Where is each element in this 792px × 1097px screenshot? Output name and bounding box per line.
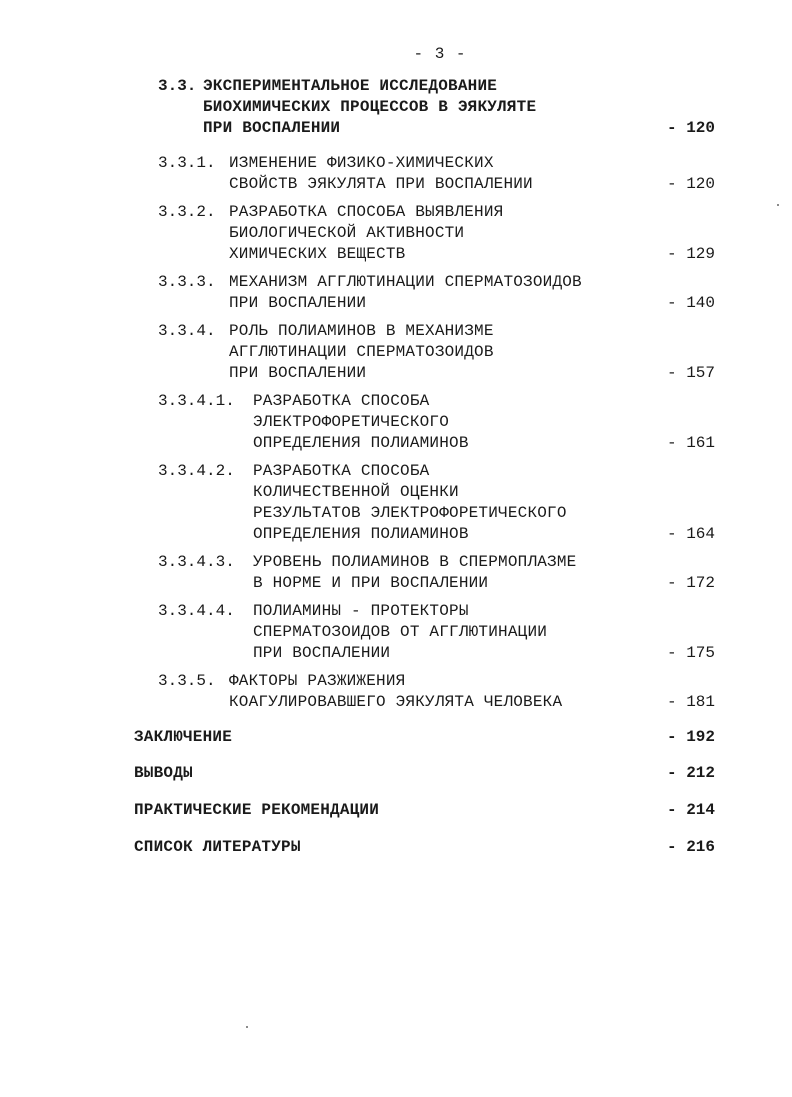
toc-entry-title-line: БИОХИМИЧЕСКИХ ПРОЦЕССОВ В ЭЯКУЛЯТЕ — [203, 98, 537, 116]
toc-entry-title-line: ПОЛИАМИНЫ - ПРОТЕКТОРЫ — [253, 602, 469, 620]
toc-entry-title-line: СПЕРМАТОЗОИДОВ ОТ АГГЛЮТИНАЦИИ — [253, 623, 548, 641]
page-number: - 3 - — [413, 45, 467, 63]
toc-entry-page: - 164 — [666, 525, 715, 543]
toc-entry-number: 3.3.4. — [158, 322, 216, 340]
toc-entry-title-line: ЭКСПЕРИМЕНТАЛЬНОЕ ИССЛЕДОВАНИЕ — [203, 77, 498, 95]
toc-entry-title-line: РОЛЬ ПОЛИАМИНОВ В МЕХАНИЗМЕ — [229, 322, 494, 340]
toc-entry-title-line: ЭЛЕКТРОФОРЕТИЧЕСКОГО — [253, 413, 450, 431]
toc-entry-number: 3.3.5. — [158, 672, 216, 690]
scan-speck — [777, 204, 779, 206]
toc-entry-page: - 181 — [666, 693, 715, 711]
toc-entry-title-line: БИОЛОГИЧЕСКОЙ АКТИВНОСТИ — [229, 224, 465, 242]
toc-entry-title-line: РЕЗУЛЬТАТОВ ЭЛЕКТРОФОРЕТИЧЕСКОГО — [253, 504, 567, 522]
toc-entry-number: 3.3.4.2. — [158, 462, 235, 480]
toc-entry-page: - 120 — [666, 119, 715, 137]
toc-entry-number: 3.3.4.3. — [158, 553, 235, 571]
toc-entry-title-line: РАЗРАБОТКА СПОСОБА — [253, 392, 430, 410]
toc-entry-page: - 120 — [666, 175, 715, 193]
toc-entry-number: 3.3.3. — [158, 273, 216, 291]
toc-entry-title-line: АГГЛЮТИНАЦИИ СПЕРМАТОЗОИДОВ — [229, 343, 494, 361]
toc-entry-page: - 212 — [666, 764, 715, 782]
toc-entry-title-line: ИЗМЕНЕНИЕ ФИЗИКО-ХИМИЧЕСКИХ — [229, 154, 494, 172]
toc-entry-number: 3.3. — [158, 77, 197, 95]
toc-entry-title-line: ХИМИЧЕСКИХ ВЕЩЕСТВ — [229, 245, 406, 263]
toc-entry-title-line: УРОВЕНЬ ПОЛИАМИНОВ В СПЕРМОПЛАЗМЕ — [253, 553, 577, 571]
toc-entry-page: - 175 — [666, 644, 715, 662]
toc-entry-number: 3.3.2. — [158, 203, 216, 221]
toc-entry-title-line: ЗАКЛЮЧЕНИЕ — [134, 728, 233, 746]
toc-entry-title-line: ОПРЕДЕЛЕНИЯ ПОЛИАМИНОВ — [253, 525, 469, 543]
toc-entry-title-line: ОПРЕДЕЛЕНИЯ ПОЛИАМИНОВ — [253, 434, 469, 452]
toc-entry-title-line: КОАГУЛИРОВАВШЕГО ЭЯКУЛЯТА ЧЕЛОВЕКА — [229, 693, 563, 711]
toc-entry-number: 3.3.1. — [158, 154, 216, 172]
toc-entry-title-line: СПИСОК ЛИТЕРАТУРЫ — [134, 838, 301, 856]
toc-entry-page: - 172 — [666, 574, 715, 592]
toc-entry-title-line: ФАКТОРЫ РАЗЖИЖЕНИЯ — [229, 672, 406, 690]
scan-speck — [246, 1026, 248, 1028]
toc-entry-page: - 129 — [666, 245, 715, 263]
toc-entry-title-line: РАЗРАБОТКА СПОСОБА ВЫЯВЛЕНИЯ — [229, 203, 504, 221]
toc-entry-page: - 216 — [666, 838, 715, 856]
toc-entry-title-line: РАЗРАБОТКА СПОСОБА — [253, 462, 430, 480]
toc-entry-number: 3.3.4.4. — [158, 602, 235, 620]
toc-entry-page: - 157 — [666, 364, 715, 382]
toc-entry-page: - 192 — [666, 728, 715, 746]
toc-entry-page: - 214 — [666, 801, 715, 819]
toc-entry-title-line: МЕХАНИЗМ АГГЛЮТИНАЦИИ СПЕРМАТОЗОИДОВ — [229, 273, 582, 291]
toc-entry-page: - 161 — [666, 434, 715, 452]
toc-entry-title-line: КОЛИЧЕСТВЕННОЙ ОЦЕНКИ — [253, 483, 459, 501]
toc-entry-page: - 140 — [666, 294, 715, 312]
toc-entry-title-line: ПРИ ВОСПАЛЕНИИ — [229, 364, 367, 382]
toc-entry-title-line: ВЫВОДЫ — [134, 764, 193, 782]
toc-entry-title-line: ПРИ ВОСПАЛЕНИИ — [253, 644, 391, 662]
toc-entry-number: 3.3.4.1. — [158, 392, 235, 410]
toc-entry-title-line: СВОЙСТВ ЭЯКУЛЯТА ПРИ ВОСПАЛЕНИИ — [229, 175, 533, 193]
toc-entry-title-line: ПРАКТИЧЕСКИЕ РЕКОМЕНДАЦИИ — [134, 801, 380, 819]
toc-entry-title-line: ПРИ ВОСПАЛЕНИИ — [229, 294, 367, 312]
toc-entry-title-line: В НОРМЕ И ПРИ ВОСПАЛЕНИИ — [253, 574, 489, 592]
toc-entry-title-line: ПРИ ВОСПАЛЕНИИ — [203, 119, 341, 137]
